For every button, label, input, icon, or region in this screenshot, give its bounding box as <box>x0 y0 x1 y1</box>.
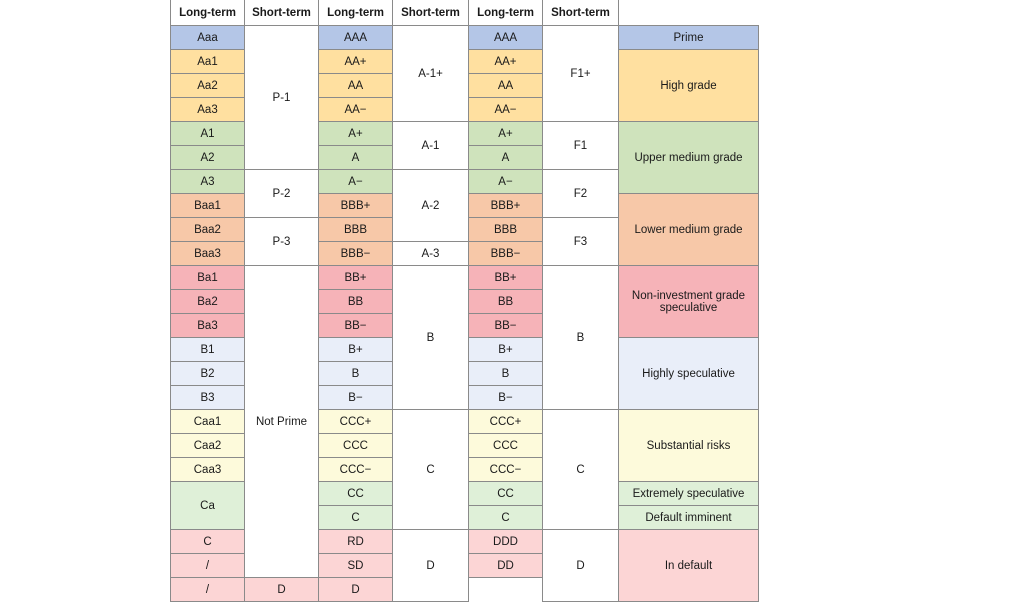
sp-long-cell: AA+ <box>319 50 393 74</box>
sp-long-cell: B+ <box>319 338 393 362</box>
grade-cell: Upper medium grade <box>619 122 759 194</box>
fitch-long-cell: D <box>319 578 393 602</box>
moodys-short-cell: P-1 <box>245 26 319 170</box>
moodys-short-cell: P-3 <box>245 218 319 266</box>
sp-long-cell: BBB+ <box>319 194 393 218</box>
fitch-short-cell: C <box>543 410 619 530</box>
fitch-long-cell: BBB <box>469 218 543 242</box>
sp-long-cell: A− <box>319 170 393 194</box>
grade-cell: Extremely speculative <box>619 482 759 506</box>
fitch-long-cell: B− <box>469 386 543 410</box>
fitch-short-cell: F3 <box>543 218 619 266</box>
sp-long-cell: AA− <box>319 98 393 122</box>
moodys-short-cell: P-2 <box>245 170 319 218</box>
moodys-long-cell: Caa3 <box>171 458 245 482</box>
header-grade <box>619 0 759 26</box>
fitch-long-cell: AA− <box>469 98 543 122</box>
sp-short-cell: A-1+ <box>393 26 469 122</box>
header-sp-long: Long-term <box>319 0 393 26</box>
moodys-long-cell: B2 <box>171 362 245 386</box>
header-fitch-long: Long-term <box>469 0 543 26</box>
sp-long-cell: BBB <box>319 218 393 242</box>
sp-long-cell: RD <box>319 530 393 554</box>
fitch-long-cell: AA <box>469 74 543 98</box>
moodys-short-cell: Not Prime <box>245 266 319 578</box>
moodys-long-cell: / <box>171 578 245 602</box>
fitch-long-cell: BB+ <box>469 266 543 290</box>
fitch-short-cell: F1 <box>543 122 619 170</box>
fitch-long-cell: AAA <box>469 26 543 50</box>
grade-cell: High grade <box>619 50 759 122</box>
grade-cell: Prime <box>619 26 759 50</box>
sp-long-cell: CCC+ <box>319 410 393 434</box>
sp-short-cell: A-2 <box>393 170 469 242</box>
sp-long-cell: AA <box>319 74 393 98</box>
fitch-long-cell: DD <box>469 554 543 578</box>
sp-long-cell: BBB− <box>319 242 393 266</box>
grade-cell: Lower medium grade <box>619 194 759 266</box>
sp-short-cell: B <box>393 266 469 410</box>
sp-long-cell: CCC− <box>319 458 393 482</box>
sp-short-cell: A-1 <box>393 122 469 170</box>
table-row <box>171 266 759 290</box>
moodys-long-cell: Caa1 <box>171 410 245 434</box>
fitch-long-cell: CCC <box>469 434 543 458</box>
sp-long-cell: CCC <box>319 434 393 458</box>
fitch-long-cell: CC <box>469 482 543 506</box>
fitch-long-cell: BBB+ <box>469 194 543 218</box>
moodys-long-cell: Baa3 <box>171 242 245 266</box>
fitch-long-cell: A− <box>469 170 543 194</box>
sp-long-cell: SD <box>319 554 393 578</box>
sp-short-cell: C <box>393 410 469 530</box>
header-sp-short: Short-term <box>393 0 469 26</box>
moodys-long-cell: C <box>171 530 245 554</box>
fitch-short-cell: F2 <box>543 170 619 218</box>
moodys-long-cell: Baa2 <box>171 218 245 242</box>
moodys-long-cell: A2 <box>171 146 245 170</box>
moodys-long-cell: Ca <box>171 482 245 530</box>
fitch-long-cell: BB− <box>469 314 543 338</box>
grade-cell: Non-investment grade speculative <box>619 266 759 338</box>
moodys-long-cell: Caa2 <box>171 434 245 458</box>
moodys-long-cell: Aaa <box>171 26 245 50</box>
sp-long-cell: C <box>319 506 393 530</box>
moodys-long-cell: B1 <box>171 338 245 362</box>
sp-long-cell: B <box>319 362 393 386</box>
moodys-long-cell: / <box>171 554 245 578</box>
fitch-long-cell: BB <box>469 290 543 314</box>
sp-long-cell: B− <box>319 386 393 410</box>
fitch-long-cell: C <box>469 506 543 530</box>
moodys-long-cell: Aa2 <box>171 74 245 98</box>
sp-long-cell: BB <box>319 290 393 314</box>
header-row <box>171 0 759 26</box>
header-fitch-short: Short-term <box>543 0 619 26</box>
grade-cell: In default <box>619 530 759 602</box>
header-moodys-long: Long-term <box>171 0 245 26</box>
header-moodys-short: Short-term <box>245 0 319 26</box>
credit-ratings-table <box>170 0 759 602</box>
sp-long-cell: BB+ <box>319 266 393 290</box>
fitch-long-cell: B+ <box>469 338 543 362</box>
sp-long-cell: A+ <box>319 122 393 146</box>
sp-short-cell: A-3 <box>393 242 469 266</box>
fitch-short-cell: B <box>543 266 619 410</box>
moodys-long-cell: Aa3 <box>171 98 245 122</box>
grade-cell: Default imminent <box>619 506 759 530</box>
sp-long-cell: BB− <box>319 314 393 338</box>
moodys-long-cell: Ba2 <box>171 290 245 314</box>
sp-short-cell: D <box>393 530 469 602</box>
table-row <box>171 26 759 50</box>
moodys-long-cell: Aa1 <box>171 50 245 74</box>
fitch-long-cell: CCC+ <box>469 410 543 434</box>
grade-cell: Highly speculative <box>619 338 759 410</box>
fitch-long-cell: AA+ <box>469 50 543 74</box>
moodys-long-cell: A3 <box>171 170 245 194</box>
fitch-short-cell: D <box>543 530 619 602</box>
fitch-long-cell: B <box>469 362 543 386</box>
fitch-short-cell: F1+ <box>543 26 619 122</box>
sp-long-cell: D <box>245 578 319 602</box>
grade-cell: Substantial risks <box>619 410 759 482</box>
fitch-long-cell: A <box>469 146 543 170</box>
fitch-long-cell: A+ <box>469 122 543 146</box>
moodys-long-cell: Baa1 <box>171 194 245 218</box>
moodys-long-cell: A1 <box>171 122 245 146</box>
moodys-long-cell: Ba3 <box>171 314 245 338</box>
sp-long-cell: AAA <box>319 26 393 50</box>
moodys-long-cell: B3 <box>171 386 245 410</box>
sp-long-cell: A <box>319 146 393 170</box>
fitch-long-cell: CCC− <box>469 458 543 482</box>
fitch-long-cell: BBB− <box>469 242 543 266</box>
fitch-long-cell: DDD <box>469 530 543 554</box>
moodys-long-cell: Ba1 <box>171 266 245 290</box>
sp-long-cell: CC <box>319 482 393 506</box>
